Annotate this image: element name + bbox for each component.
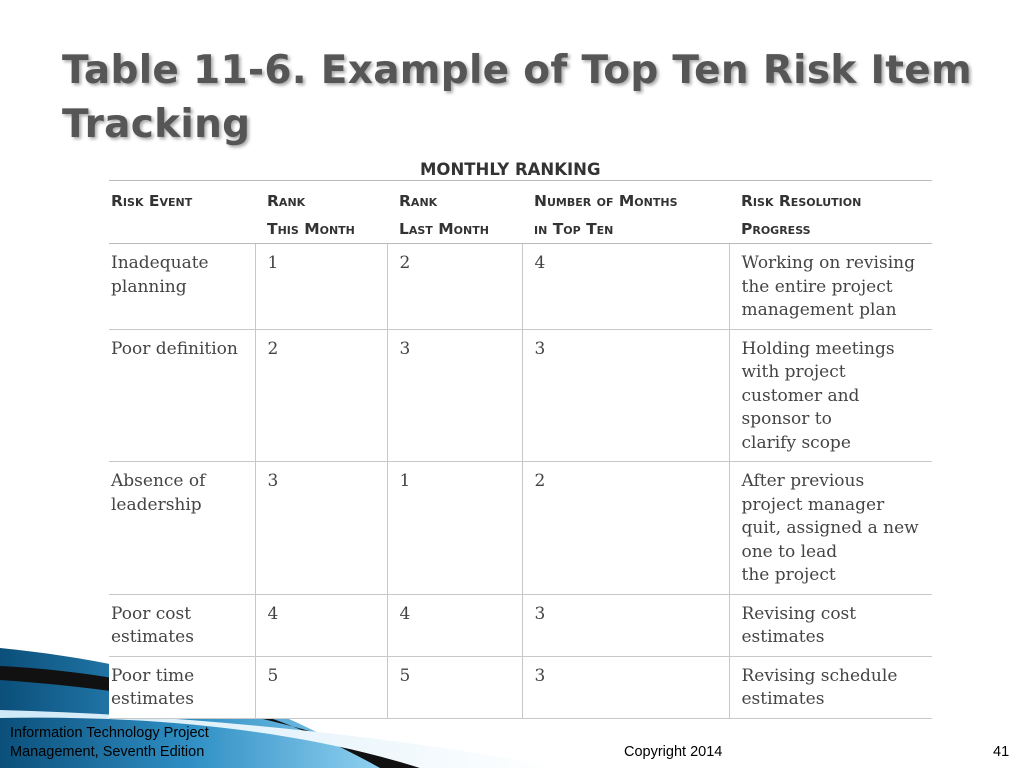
cell-risk-event: Inadequate planning [109, 244, 255, 330]
cell-rank-last-month: 1 [387, 462, 522, 595]
cell-rank-this-month: 2 [255, 329, 387, 462]
table-row [109, 244, 932, 330]
table-row [109, 329, 932, 462]
table-row [109, 656, 932, 718]
cell-resolution-progress: Working on revising the entire project management plan [729, 244, 932, 330]
cell-rank-this-month: 5 [255, 656, 387, 718]
cell-rank-last-month: 4 [387, 594, 522, 656]
cell-rank-this-month: 1 [255, 244, 387, 330]
table-row [109, 594, 932, 656]
cell-rank-last-month: 2 [387, 244, 522, 330]
cell-resolution-progress: After previous project manager quit, assigned a new one to lead the project [729, 462, 932, 595]
cell-resolution-progress: Revising schedule estimates [729, 656, 932, 718]
page-number: 41 [993, 744, 1010, 760]
header-resolution-progress: Risk Resolution Progress [729, 181, 932, 244]
cell-months-in-top-ten: 3 [522, 594, 729, 656]
cell-risk-event: Poor cost estimates [109, 594, 255, 656]
header-risk-event: Risk Event [109, 181, 255, 244]
cell-resolution-progress: Revising cost estimates [729, 594, 932, 656]
cell-rank-last-month: 5 [387, 656, 522, 718]
cell-months-in-top-ten: 3 [522, 329, 729, 462]
table-row [109, 462, 932, 595]
risk-tracking-table [109, 180, 932, 719]
table-header-row [109, 181, 932, 244]
header-months-in-top-ten: Number of Months in Top Ten [522, 181, 729, 244]
group-header-monthly-ranking: MONTHLY RANKING [420, 160, 601, 179]
header-rank-this-month: Rank This Month [255, 181, 387, 244]
header-rank-last-month: Rank Last Month [387, 181, 522, 244]
footer-copyright: Copyright 2014 [624, 744, 723, 760]
cell-rank-last-month: 3 [387, 329, 522, 462]
cell-risk-event: Poor definition [109, 329, 255, 462]
footer-book-title: Information Technology Project Management, Seventh Edition [10, 725, 209, 760]
cell-risk-event: Poor time estimates [109, 656, 255, 718]
cell-resolution-progress: Holding meetings with project customer and sponsor to clarify scope [729, 329, 932, 462]
cell-months-in-top-ten: 3 [522, 656, 729, 718]
cell-rank-this-month: 4 [255, 594, 387, 656]
cell-rank-this-month: 3 [255, 462, 387, 595]
cell-months-in-top-ten: 4 [522, 244, 729, 330]
cell-risk-event: Absence of leadership [109, 462, 255, 595]
slide-title: Table 11-6. Example of Top Ten Risk Item Tracking [62, 48, 972, 147]
cell-months-in-top-ten: 2 [522, 462, 729, 595]
